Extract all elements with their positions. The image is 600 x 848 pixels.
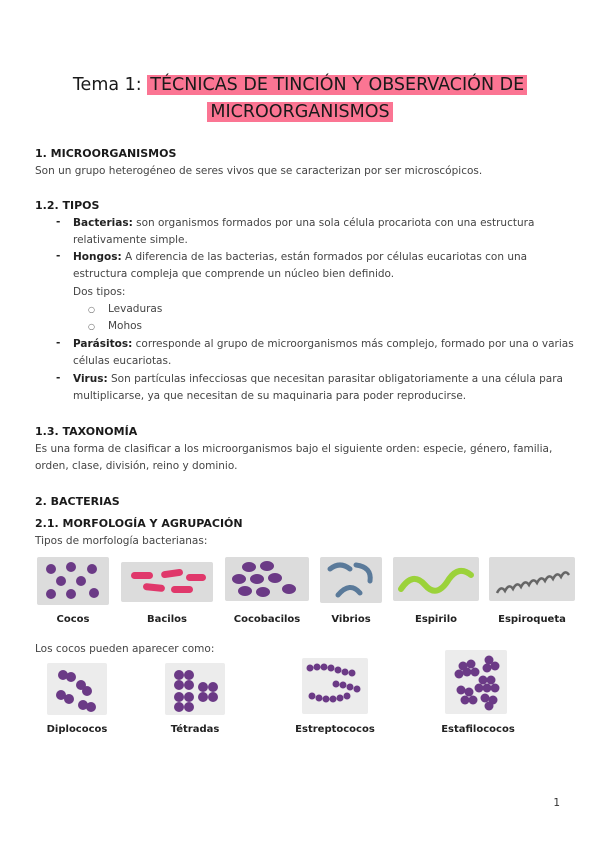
caption-tetradas: Tétradas [170, 724, 220, 735]
list-item-hongos-cont: estructura compleja que comprende un núcleo bien definido. [73, 268, 395, 280]
bullet-dash: - [56, 250, 61, 262]
page-number: 1 [553, 797, 560, 809]
espiroqueta-image [489, 557, 575, 601]
list-item-hongos: Hongos: A diferencia de las bacterias, están formados por células eucariotas con una [73, 251, 528, 263]
heading-microorganismos: 1. MICROORGANISMOS [35, 147, 177, 160]
circle-bullet-icon: ○ [88, 322, 95, 331]
estafilococos-image [445, 650, 507, 714]
caption-diplococos: Diplococos [46, 724, 108, 735]
list-item-bacterias-cont: relativamente simple. [73, 234, 188, 246]
heading-tipos: 1.2. TIPOS [35, 199, 100, 212]
espirilo-image [393, 557, 479, 601]
diplococos-image [47, 663, 107, 715]
bacilos-image [121, 562, 213, 602]
estreptococos-image [302, 658, 368, 714]
text-microorganismos: Son un grupo heterogéneo de seres vivos que se caracterizan por ser microscópicos. [35, 165, 483, 177]
text-taxonomia-l2: orden, clase, división, reino y dominio. [35, 460, 238, 472]
text-morfologia-intro: Tipos de morfología bacterianas: [35, 535, 208, 547]
caption-estafilococos: Estafilococos [441, 724, 515, 735]
title-highlight-line2: MICROORGANISMOS [207, 102, 392, 122]
caption-bacilos: Bacilos [147, 614, 187, 625]
title-highlight-line1: TÉCNICAS DE TINCIÓN Y OBSERVACIÓN DE [147, 75, 527, 95]
caption-cocobacilos: Cocobacilos [233, 614, 301, 625]
vibrios-image [320, 557, 382, 603]
title-prefix: Tema 1: [72, 75, 148, 95]
list-item-bacterias: Bacterias: son organismos formados por una sola célula procariota con una estructura [73, 217, 535, 229]
list-item-virus: Virus: Son partículas infecciosas que necesitan parasitar obligatoriamente a una célula para [73, 373, 563, 385]
heading-morfologia: 2.1. MORFOLOGÍA Y AGRUPACIÓN [35, 517, 243, 530]
bullet-dash: - [56, 216, 61, 228]
cocos-image [37, 557, 109, 605]
cocobacilos-image [225, 557, 309, 601]
list-item-parasitos-cont: células eucariotas. [73, 355, 172, 367]
caption-estreptococos: Estreptococos [295, 724, 375, 735]
list-item-hongos-dos-tipos: Dos tipos: [73, 286, 126, 298]
caption-espiroqueta: Espiroqueta [498, 614, 566, 625]
circle-bullet-icon: ○ [88, 305, 95, 314]
caption-vibrios: Vibrios [331, 614, 371, 625]
list-item-parasitos: Parásitos: corresponde al grupo de microorganismos más complejo, formado por una o varias [73, 338, 574, 350]
bullet-dash: - [56, 337, 61, 349]
text-taxonomia-l1: Es una forma de clasificar a los microorganismos bajo el siguiente orden: especie, género, familia, [35, 443, 553, 455]
caption-cocos: Cocos [56, 614, 90, 625]
heading-taxonomia: 1.3. TAXONOMÍA [35, 425, 138, 438]
tetradas-image [165, 663, 225, 715]
text-cocos-intro: Los cocos pueden aparecer como: [35, 643, 215, 655]
caption-espirilo: Espirilo [414, 614, 458, 625]
heading-bacterias: 2. BACTERIAS [35, 495, 120, 508]
sub-item-mohos: Mohos [108, 320, 143, 332]
list-item-virus-cont: multiplicarse, ya que necesitan de su maquinaria para poder reproducirse. [73, 390, 467, 402]
bullet-dash: - [56, 372, 61, 384]
sub-item-levaduras: Levaduras [108, 303, 163, 315]
page-title [40, 72, 560, 126]
